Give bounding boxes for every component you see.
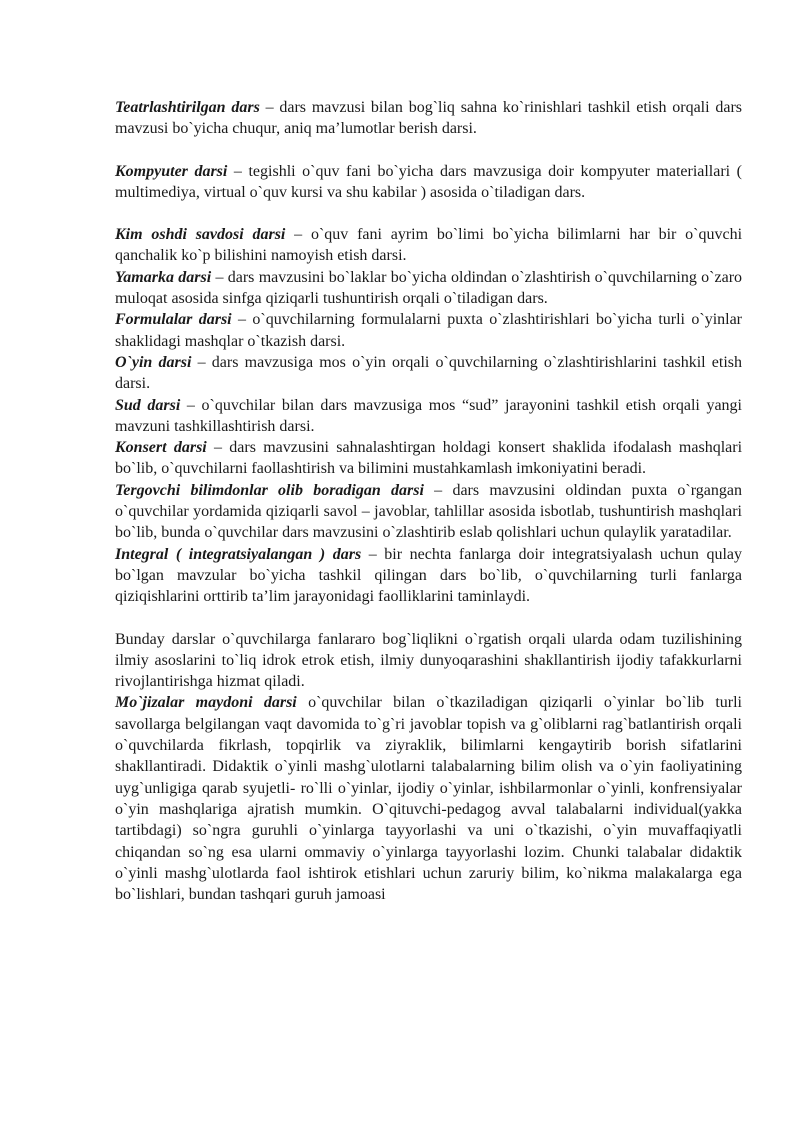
- definition-sud: [115, 395, 742, 438]
- dash: [297, 694, 308, 711]
- summary-paragraph: [115, 629, 742, 693]
- definition-text: o`quvchilarning formulalarni puxta o`zlashtirishlari bo`yicha turli o`yinlar shaklidagi mashqlar o`tkazish darsi.: [115, 311, 743, 350]
- term: Kim oshdi savdosi darsi: [115, 226, 286, 244]
- definition-text: tegishli o`quv fani bo`yicha dars mavzusiga doir kompyuter materiallari ( multimediya, virtual o`quv kursi va shu kabilar ) asosida o`tiladigan dars.: [115, 162, 743, 201]
- term: Formulalar darsi: [115, 311, 232, 329]
- definition-text: dars mavzusi bilan bog`liq sahna ko`rinishlari tashkil etish orqali dars mavzusi bo`yicha chuqur, aniq ma’lumotlar berish darsi.: [115, 99, 743, 138]
- term: Tergovchi bilimdonlar olib boradigan darsi: [115, 481, 424, 499]
- dash: –: [259, 99, 280, 116]
- dash: –: [423, 481, 453, 499]
- definition-teatrlashtirilgan: [115, 97, 742, 140]
- definition-yamarka: [115, 267, 742, 310]
- paragraph-gap: [115, 203, 742, 224]
- dash: –: [211, 268, 228, 286]
- term: Sud darsi: [115, 396, 181, 414]
- term: Kompyuter darsi: [115, 162, 228, 180]
- definition-text: o`quvchilar bilan o`tkaziladigan qiziqarli o`yinlar bo`lib turli savollarga belgilangan vaqt davomida to`g`ri javoblar topish va g`oliblarni rag`batlantirish orqali o`quvchilarda fikrlash, topqirlik va ziyraklik, bilimlarni kengaytirib borish sifatlarini shakllantiradi. Didaktik o`yinli mashg`ulotlarni talabalarning bilim olish va o`yin faoliyatining uyg`unligiga qarab syujetli- ro`lli o`yinlar, ijodiy o`yinlar, ishbilarmonlar o`yinli, konfrensiyalar o`yin mashqlariga ajratish mumkin. O`qituvchi-pedagog avval talabalarni individual(yakka tartibdagi) so`ngra guruhli o`yinlarga tayyorlashi va uni o`tkazishi, o`yin muvaffaqiyatli chiqandan so`ng esa ularni ommaviy o`yinlarga tayyorlashi lozim. Chunki talabalar didaktik o`yinli mashg`ulotlarda faol ishtirok etishlari uchun zaruriy bilim, ko`nikma malakalarga ega bo`lishlari, bundan tashqari guruh jamoasi: [115, 694, 742, 904]
- term: Mo`jizalar maydoni darsi: [115, 694, 297, 712]
- term: Konsert darsi: [115, 439, 207, 457]
- dash: –: [361, 545, 385, 563]
- dash: –: [191, 353, 212, 371]
- definition-text: dars mavzusini sahnalashtirgan holdagi konsert shaklida ifodalash mashqlari bo`lib, o`quvchilarni faollashtirish va bilimini mustahkamlash imkoniyatini beradi.: [115, 439, 743, 478]
- definition-integral: [115, 544, 742, 608]
- term: O`yin darsi: [115, 353, 192, 371]
- dash: –: [206, 439, 230, 457]
- term: Teatrlashtirilgan dars: [115, 99, 260, 116]
- definition-formulalar: [115, 309, 742, 352]
- dash: –: [231, 311, 253, 329]
- definition-tergovchi: [115, 480, 742, 544]
- definition-kim-oshdi: [115, 224, 742, 267]
- document-page: [115, 97, 742, 905]
- dash: –: [227, 162, 249, 180]
- definition-konsert: [115, 437, 742, 480]
- definition-text: dars mavzusiga mos o`yin orqali o`quvchilarning o`zlashtirishlarini tashkil etish darsi.: [115, 353, 743, 393]
- definition-text: bir nechta fanlarga doir integratsiyalash uchun qulay bo`lgan mavzular bo`yicha tashkil qilingan dars bo`lib, o`quvchilarning turli fanlarga qiziqishlarini orttirib ta’lim jarayonidagi faolliklarini taminlaydi.: [115, 545, 743, 606]
- summary-text: Bunday darslar o`quvchilarga fanlararo bog`liqlikni o`rgatish orqali ularda odam tuzilishining ilmiy asoslarini to`liq idrok etrok etish, ilmiy dunyoqarashini shakllantirish ijodiy tafakkurlarni rivojlantirishga hizmat qiladi.: [115, 630, 742, 691]
- paragraph-gap: [115, 140, 742, 161]
- term: Integral ( integratsiyalangan ) dars: [115, 545, 362, 563]
- dash: –: [285, 226, 311, 244]
- dash: –: [180, 396, 202, 414]
- definition-text: o`quvchilar bilan dars mavzusiga mos “sud” jarayonini tashkil etish orqali yangi mavzuni tashkillashtirish darsi.: [115, 396, 743, 435]
- paragraph-gap: [115, 608, 742, 629]
- definition-mojizalar: [115, 692, 742, 905]
- definition-text: dars mavzusini oldindan puxta o`rgangan o`quvchilar yordamida qiziqarli savol – javoblar, tahlillar asosida isbotlab, tushuntirish mashqlari bo`lib, bunda o`quvchilar dars mavzusini o`zlashtirib eslab qolishlari uchun qulaylik yaratadilar.: [115, 481, 742, 542]
- definition-text: o`quv fani ayrim bo`limi bo`yicha bilimlarni har bir o`quvchi qanchalik ko`p bilishini namoyish etish darsi.: [115, 226, 743, 265]
- term: Yamarka darsi: [115, 268, 212, 286]
- definition-kompyuter: [115, 161, 742, 204]
- definition-oyin: [115, 352, 742, 395]
- definition-text: dars mavzusini bo`laklar bo`yicha oldindan o`zlashtirish o`quvchilarning o`zaro muloqat asosida sinfga qiziqarli tushuntirish orqali o`tiladigan dars.: [115, 268, 743, 308]
